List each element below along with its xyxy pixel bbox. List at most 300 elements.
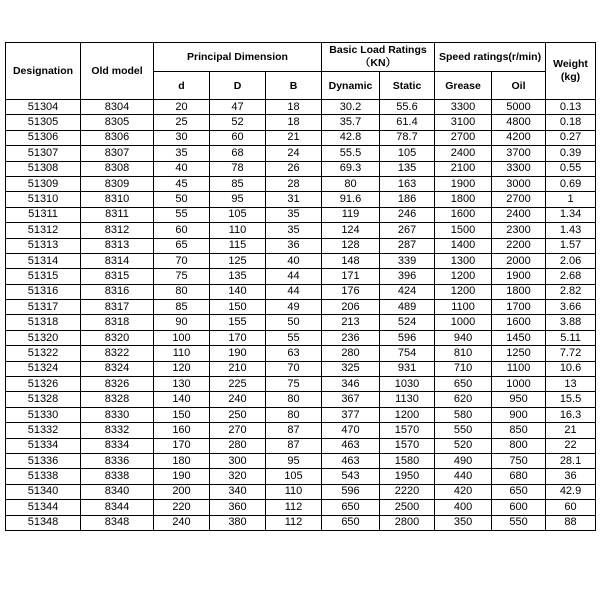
cell-designation: 51314 (6, 253, 81, 268)
cell-old-model: 8348 (81, 515, 154, 530)
cell-grease: 1300 (435, 253, 492, 268)
cell-B: 44 (266, 284, 322, 299)
cell-D: 170 (210, 330, 266, 345)
cell-oil: 1100 (492, 361, 546, 376)
cell-dynamic: 35.7 (322, 115, 380, 130)
header-row-top (6, 43, 596, 72)
cell-weight: 0.39 (546, 146, 596, 161)
cell-dynamic: 80 (322, 176, 380, 191)
table-row (6, 377, 596, 392)
col-speed-ratings: Speed ratings(r/min) (435, 43, 546, 72)
cell-static: 1580 (380, 453, 435, 468)
cell-oil: 750 (492, 453, 546, 468)
cell-oil: 1450 (492, 330, 546, 345)
cell-B: 112 (266, 515, 322, 530)
cell-weight: 2.68 (546, 269, 596, 284)
cell-D: 85 (210, 176, 266, 191)
cell-grease: 400 (435, 500, 492, 515)
cell-grease: 420 (435, 484, 492, 499)
cell-D: 340 (210, 484, 266, 499)
cell-B: 55 (266, 330, 322, 345)
cell-grease: 1800 (435, 192, 492, 207)
cell-dynamic: 30.2 (322, 100, 380, 115)
cell-d: 160 (154, 423, 210, 438)
cell-dynamic: 650 (322, 515, 380, 530)
cell-d: 45 (154, 176, 210, 191)
cell-grease: 440 (435, 469, 492, 484)
cell-oil: 2000 (492, 253, 546, 268)
cell-static: 396 (380, 269, 435, 284)
table-row (6, 223, 596, 238)
cell-old-model: 8318 (81, 315, 154, 330)
table-row (6, 115, 596, 130)
cell-B: 36 (266, 238, 322, 253)
cell-weight: 42.9 (546, 484, 596, 499)
cell-grease: 1100 (435, 300, 492, 315)
cell-D: 270 (210, 423, 266, 438)
cell-D: 115 (210, 238, 266, 253)
table-row (6, 269, 596, 284)
cell-d: 85 (154, 300, 210, 315)
cell-d: 120 (154, 361, 210, 376)
cell-static: 246 (380, 207, 435, 222)
weight-label: Weight (553, 58, 588, 70)
cell-weight: 10.6 (546, 361, 596, 376)
cell-dynamic: 596 (322, 484, 380, 499)
cell-old-model: 8336 (81, 453, 154, 468)
cell-static: 105 (380, 146, 435, 161)
cell-D: 105 (210, 207, 266, 222)
cell-static: 135 (380, 161, 435, 176)
col-d: d (154, 72, 210, 100)
cell-grease: 1600 (435, 207, 492, 222)
cell-oil: 3300 (492, 161, 546, 176)
cell-designation: 51336 (6, 453, 81, 468)
basic-load-ratings-label: Basic Load Ratings (329, 44, 427, 56)
col-principal-dimension: Principal Dimension (154, 43, 322, 72)
cell-d: 130 (154, 377, 210, 392)
cell-grease: 2100 (435, 161, 492, 176)
cell-grease: 650 (435, 377, 492, 392)
cell-static: 1950 (380, 469, 435, 484)
cell-weight: 0.13 (546, 100, 596, 115)
cell-designation: 51348 (6, 515, 81, 530)
cell-weight: 3.88 (546, 315, 596, 330)
cell-d: 60 (154, 223, 210, 238)
cell-dynamic: 377 (322, 407, 380, 422)
cell-grease: 940 (435, 330, 492, 345)
cell-weight: 28.1 (546, 453, 596, 468)
cell-oil: 550 (492, 515, 546, 530)
cell-designation: 51326 (6, 377, 81, 392)
cell-weight: 2.06 (546, 253, 596, 268)
cell-static: 1130 (380, 392, 435, 407)
cell-B: 63 (266, 346, 322, 361)
cell-weight: 21 (546, 423, 596, 438)
cell-weight: 1.43 (546, 223, 596, 238)
table-row (6, 438, 596, 453)
cell-D: 52 (210, 115, 266, 130)
basic-load-ratings-unit: （KN） (359, 57, 397, 69)
cell-designation: 51316 (6, 284, 81, 299)
cell-designation: 51306 (6, 130, 81, 145)
cell-dynamic: 119 (322, 207, 380, 222)
cell-d: 100 (154, 330, 210, 345)
table-row (6, 207, 596, 222)
cell-d: 110 (154, 346, 210, 361)
cell-dynamic: 213 (322, 315, 380, 330)
cell-B: 26 (266, 161, 322, 176)
cell-weight: 5.11 (546, 330, 596, 345)
table-row (6, 469, 596, 484)
cell-static: 1200 (380, 407, 435, 422)
cell-dynamic: 128 (322, 238, 380, 253)
cell-weight: 16.3 (546, 407, 596, 422)
cell-designation: 51322 (6, 346, 81, 361)
cell-weight: 1 (546, 192, 596, 207)
cell-designation: 51315 (6, 269, 81, 284)
cell-B: 18 (266, 100, 322, 115)
cell-d: 25 (154, 115, 210, 130)
cell-B: 18 (266, 115, 322, 130)
table-row (6, 500, 596, 515)
cell-old-model: 8315 (81, 269, 154, 284)
cell-grease: 490 (435, 453, 492, 468)
cell-dynamic: 69.3 (322, 161, 380, 176)
cell-dynamic: 91.6 (322, 192, 380, 207)
cell-oil: 4800 (492, 115, 546, 130)
cell-oil: 680 (492, 469, 546, 484)
cell-oil: 5000 (492, 100, 546, 115)
cell-designation: 51307 (6, 146, 81, 161)
cell-grease: 3100 (435, 115, 492, 130)
table-row (6, 100, 596, 115)
cell-weight: 1.57 (546, 238, 596, 253)
cell-dynamic: 463 (322, 438, 380, 453)
cell-B: 87 (266, 438, 322, 453)
cell-oil: 3700 (492, 146, 546, 161)
table-row (6, 176, 596, 191)
cell-grease: 2400 (435, 146, 492, 161)
cell-grease: 350 (435, 515, 492, 530)
cell-designation: 51305 (6, 115, 81, 130)
cell-weight: 0.55 (546, 161, 596, 176)
cell-D: 280 (210, 438, 266, 453)
col-basic-load-ratings (322, 43, 435, 72)
cell-grease: 550 (435, 423, 492, 438)
cell-oil: 2400 (492, 207, 546, 222)
cell-D: 190 (210, 346, 266, 361)
cell-grease: 520 (435, 438, 492, 453)
cell-grease: 1200 (435, 284, 492, 299)
cell-dynamic: 470 (322, 423, 380, 438)
cell-grease: 620 (435, 392, 492, 407)
cell-grease: 3300 (435, 100, 492, 115)
table-row (6, 238, 596, 253)
cell-d: 50 (154, 192, 210, 207)
cell-D: 95 (210, 192, 266, 207)
cell-static: 931 (380, 361, 435, 376)
col-designation: Designation (6, 43, 81, 100)
cell-dynamic: 325 (322, 361, 380, 376)
cell-grease: 2700 (435, 130, 492, 145)
cell-designation: 51317 (6, 300, 81, 315)
cell-static: 424 (380, 284, 435, 299)
cell-designation: 51310 (6, 192, 81, 207)
cell-d: 70 (154, 253, 210, 268)
cell-grease: 1500 (435, 223, 492, 238)
cell-static: 78.7 (380, 130, 435, 145)
cell-d: 90 (154, 315, 210, 330)
cell-dynamic: 346 (322, 377, 380, 392)
cell-weight: 13 (546, 377, 596, 392)
cell-D: 60 (210, 130, 266, 145)
table-row (6, 284, 596, 299)
cell-oil: 850 (492, 423, 546, 438)
cell-grease: 1400 (435, 238, 492, 253)
cell-static: 2220 (380, 484, 435, 499)
cell-designation: 51330 (6, 407, 81, 422)
cell-old-model: 8334 (81, 438, 154, 453)
cell-old-model: 8311 (81, 207, 154, 222)
cell-oil: 2700 (492, 192, 546, 207)
cell-designation: 51328 (6, 392, 81, 407)
cell-D: 140 (210, 284, 266, 299)
cell-old-model: 8304 (81, 100, 154, 115)
cell-B: 35 (266, 207, 322, 222)
cell-old-model: 8320 (81, 330, 154, 345)
cell-oil: 950 (492, 392, 546, 407)
table-row (6, 330, 596, 345)
table-row (6, 346, 596, 361)
table-row (6, 315, 596, 330)
cell-designation: 51318 (6, 315, 81, 330)
cell-static: 1570 (380, 438, 435, 453)
cell-designation: 51334 (6, 438, 81, 453)
cell-B: 24 (266, 146, 322, 161)
cell-d: 35 (154, 146, 210, 161)
cell-designation: 51304 (6, 100, 81, 115)
cell-designation: 51312 (6, 223, 81, 238)
table-row (6, 484, 596, 499)
cell-oil: 1700 (492, 300, 546, 315)
table-row (6, 146, 596, 161)
cell-weight: 0.27 (546, 130, 596, 145)
cell-d: 150 (154, 407, 210, 422)
cell-grease: 1900 (435, 176, 492, 191)
cell-B: 44 (266, 269, 322, 284)
cell-static: 596 (380, 330, 435, 345)
cell-d: 140 (154, 392, 210, 407)
spec-table-container (5, 42, 595, 531)
col-oil: Oil (492, 72, 546, 100)
cell-B: 28 (266, 176, 322, 191)
table-row (6, 515, 596, 530)
col-old-model: Old model (81, 43, 154, 100)
table-row (6, 361, 596, 376)
cell-B: 75 (266, 377, 322, 392)
cell-dynamic: 176 (322, 284, 380, 299)
cell-B: 70 (266, 361, 322, 376)
cell-B: 40 (266, 253, 322, 268)
cell-D: 380 (210, 515, 266, 530)
cell-old-model: 8338 (81, 469, 154, 484)
cell-old-model: 8340 (81, 484, 154, 499)
cell-D: 78 (210, 161, 266, 176)
cell-D: 300 (210, 453, 266, 468)
cell-B: 112 (266, 500, 322, 515)
bearing-spec-table (5, 42, 596, 531)
cell-d: 220 (154, 500, 210, 515)
cell-d: 75 (154, 269, 210, 284)
cell-B: 80 (266, 392, 322, 407)
table-row (6, 253, 596, 268)
col-B: B (266, 72, 322, 100)
cell-designation: 51338 (6, 469, 81, 484)
cell-old-model: 8322 (81, 346, 154, 361)
cell-oil: 1000 (492, 377, 546, 392)
cell-d: 55 (154, 207, 210, 222)
cell-oil: 1600 (492, 315, 546, 330)
cell-old-model: 8316 (81, 284, 154, 299)
cell-B: 80 (266, 407, 322, 422)
cell-D: 225 (210, 377, 266, 392)
cell-grease: 710 (435, 361, 492, 376)
cell-grease: 1200 (435, 269, 492, 284)
cell-designation: 51313 (6, 238, 81, 253)
cell-static: 339 (380, 253, 435, 268)
cell-d: 170 (154, 438, 210, 453)
cell-old-model: 8312 (81, 223, 154, 238)
cell-dynamic: 280 (322, 346, 380, 361)
cell-D: 110 (210, 223, 266, 238)
cell-static: 61.4 (380, 115, 435, 130)
cell-d: 65 (154, 238, 210, 253)
cell-dynamic: 463 (322, 453, 380, 468)
cell-D: 155 (210, 315, 266, 330)
table-row (6, 300, 596, 315)
cell-designation: 51332 (6, 423, 81, 438)
cell-old-model: 8314 (81, 253, 154, 268)
cell-B: 35 (266, 223, 322, 238)
cell-static: 489 (380, 300, 435, 315)
cell-old-model: 8328 (81, 392, 154, 407)
cell-static: 754 (380, 346, 435, 361)
cell-old-model: 8332 (81, 423, 154, 438)
cell-dynamic: 55.5 (322, 146, 380, 161)
cell-weight: 88 (546, 515, 596, 530)
cell-old-model: 8307 (81, 146, 154, 161)
cell-old-model: 8324 (81, 361, 154, 376)
cell-static: 267 (380, 223, 435, 238)
cell-designation: 51311 (6, 207, 81, 222)
cell-static: 2500 (380, 500, 435, 515)
cell-old-model: 8317 (81, 300, 154, 315)
cell-d: 200 (154, 484, 210, 499)
table-row (6, 407, 596, 422)
table-row (6, 161, 596, 176)
cell-static: 55.6 (380, 100, 435, 115)
table-row (6, 130, 596, 145)
cell-d: 180 (154, 453, 210, 468)
cell-static: 1030 (380, 377, 435, 392)
cell-old-model: 8330 (81, 407, 154, 422)
cell-grease: 810 (435, 346, 492, 361)
cell-old-model: 8344 (81, 500, 154, 515)
cell-d: 80 (154, 284, 210, 299)
table-row (6, 192, 596, 207)
cell-weight: 3.66 (546, 300, 596, 315)
cell-D: 240 (210, 392, 266, 407)
col-static: Static (380, 72, 435, 100)
cell-oil: 2300 (492, 223, 546, 238)
cell-oil: 900 (492, 407, 546, 422)
cell-d: 240 (154, 515, 210, 530)
cell-grease: 1000 (435, 315, 492, 330)
cell-dynamic: 124 (322, 223, 380, 238)
cell-designation: 51309 (6, 176, 81, 191)
cell-D: 360 (210, 500, 266, 515)
cell-d: 40 (154, 161, 210, 176)
cell-designation: 51320 (6, 330, 81, 345)
cell-oil: 650 (492, 484, 546, 499)
cell-static: 186 (380, 192, 435, 207)
cell-static: 524 (380, 315, 435, 330)
cell-designation: 51344 (6, 500, 81, 515)
cell-oil: 1900 (492, 269, 546, 284)
table-row (6, 453, 596, 468)
cell-oil: 3000 (492, 176, 546, 191)
cell-B: 21 (266, 130, 322, 145)
cell-D: 47 (210, 100, 266, 115)
col-grease: Grease (435, 72, 492, 100)
cell-dynamic: 236 (322, 330, 380, 345)
cell-old-model: 8309 (81, 176, 154, 191)
cell-oil: 4200 (492, 130, 546, 145)
cell-B: 31 (266, 192, 322, 207)
cell-weight: 22 (546, 438, 596, 453)
cell-weight: 7.72 (546, 346, 596, 361)
cell-B: 49 (266, 300, 322, 315)
cell-B: 105 (266, 469, 322, 484)
cell-designation: 51324 (6, 361, 81, 376)
cell-D: 68 (210, 146, 266, 161)
cell-B: 87 (266, 423, 322, 438)
cell-weight: 2.82 (546, 284, 596, 299)
cell-B: 50 (266, 315, 322, 330)
cell-old-model: 8306 (81, 130, 154, 145)
col-weight (546, 43, 596, 100)
cell-static: 2800 (380, 515, 435, 530)
cell-static: 163 (380, 176, 435, 191)
cell-dynamic: 206 (322, 300, 380, 315)
table-row (6, 423, 596, 438)
cell-D: 150 (210, 300, 266, 315)
cell-d: 20 (154, 100, 210, 115)
cell-weight: 0.69 (546, 176, 596, 191)
cell-old-model: 8308 (81, 161, 154, 176)
cell-grease: 580 (435, 407, 492, 422)
cell-weight: 15.5 (546, 392, 596, 407)
cell-old-model: 8326 (81, 377, 154, 392)
cell-D: 320 (210, 469, 266, 484)
cell-dynamic: 650 (322, 500, 380, 515)
cell-dynamic: 171 (322, 269, 380, 284)
cell-D: 250 (210, 407, 266, 422)
cell-oil: 1250 (492, 346, 546, 361)
table-row (6, 392, 596, 407)
cell-dynamic: 42.8 (322, 130, 380, 145)
